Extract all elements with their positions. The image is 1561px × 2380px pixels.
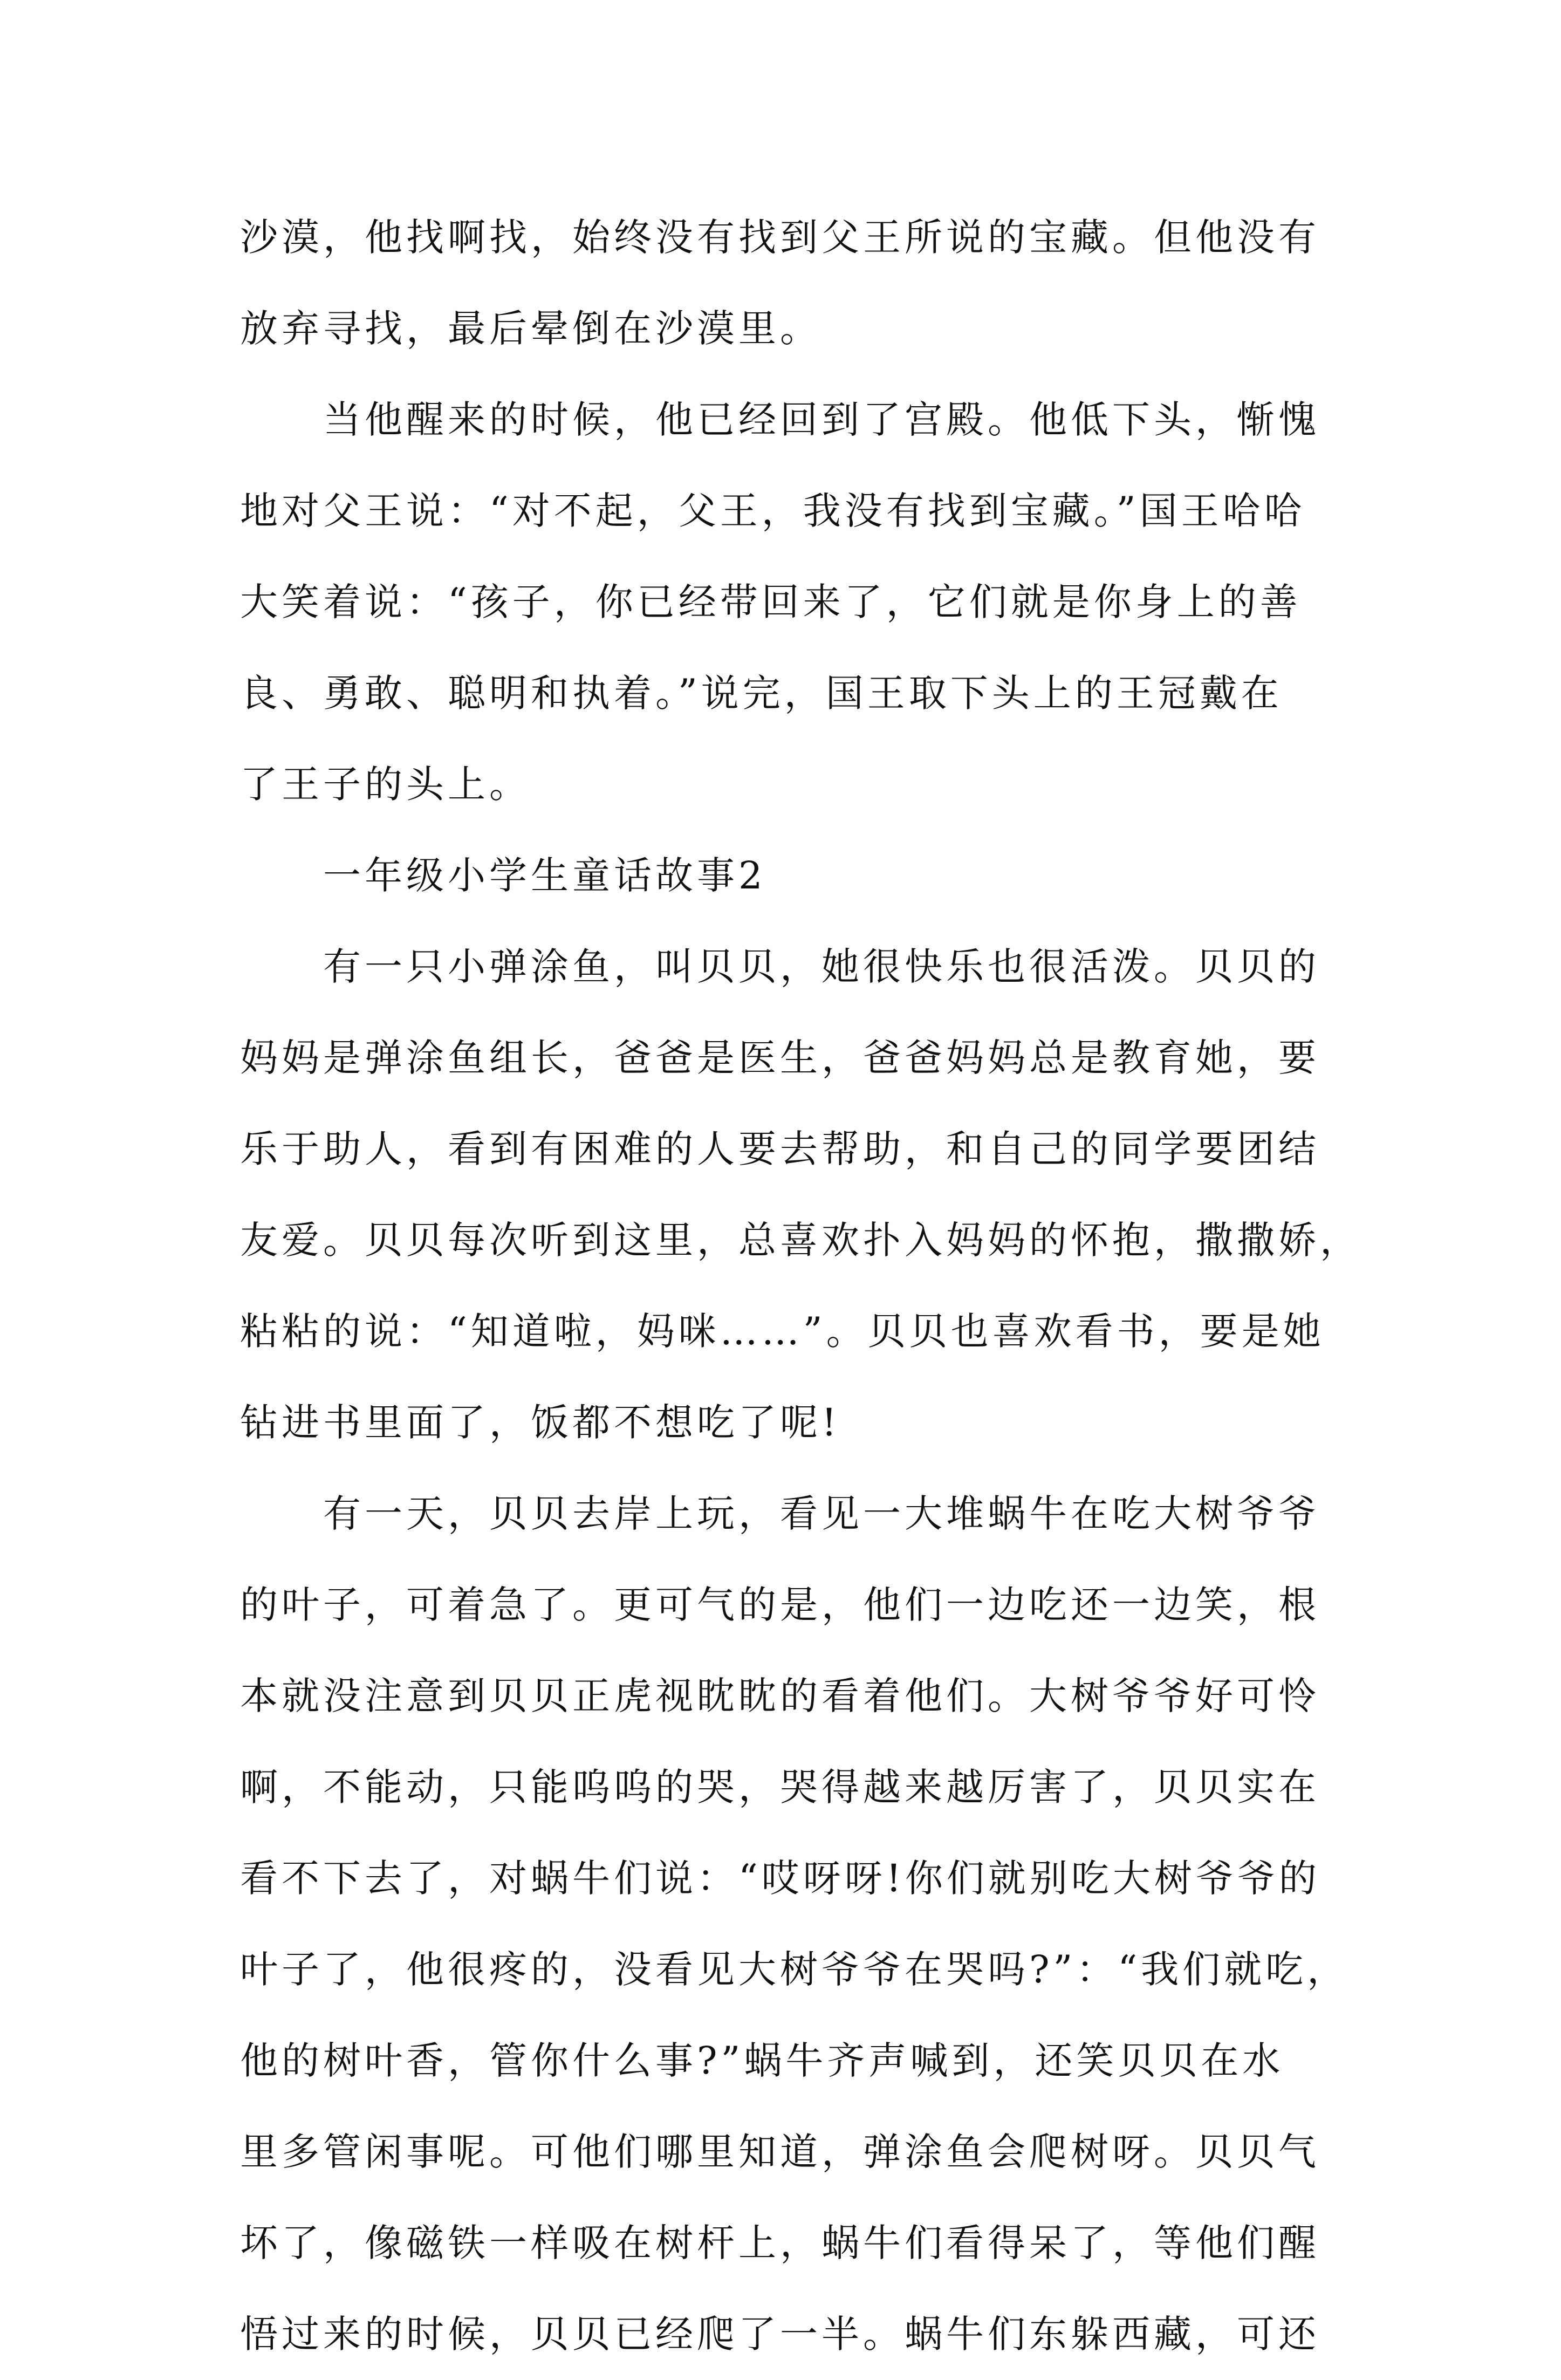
text-line: 坏了，像磁铁一样吸在树杆上，蜗牛们看得呆了，等他们醒 [240, 2221, 1320, 2265]
text-line: 妈妈是弹涂鱼组长，爸爸是医生，爸爸妈妈总是教育她，要 [240, 1036, 1320, 1080]
text-line: 钻进书里面了，饭都不想吃了呢! [240, 1400, 841, 1445]
text-line: 粘粘的说：“知道啦，妈咪……”。贝贝也喜欢看书，要是她 [240, 1309, 1325, 1353]
text-line: 里多管闲事呢。可他们哪里知道，弹涂鱼会爬树呀。贝贝气 [240, 2130, 1320, 2174]
story-heading: 一年级小学生童话故事2 [323, 853, 766, 898]
story-text [240, 192, 1361, 2380]
paragraph-start-line: 当他醒来的时候，他已经回到了宫殿。他低下头，惭愧 [323, 398, 1320, 442]
text-line: 看不下去了，对蜗牛们说：“哎呀呀!你们就别吃大树爷爷的 [240, 1856, 1320, 1900]
text-line: 乐于助人，看到有困难的人要去帮助，和自己的同学要团结 [240, 1127, 1320, 1171]
paragraph-start-line: 有一只小弹涂鱼，叫贝贝，她很快乐也很活泼。贝贝的 [323, 945, 1320, 989]
text-line: 的叶子，可着急了。更可气的是，他们一边吃还一边笑，根 [240, 1583, 1320, 1627]
text-line: 地对父王说：“对不起，父王，我没有找到宝藏。”国王哈哈 [240, 489, 1306, 533]
text-line: 了王子的头上。 [240, 762, 531, 806]
text-line: 沙漠，他找啊找，始终没有找到父王所说的宝藏。但他没有 [240, 215, 1320, 259]
text-line: 啊，不能动，只能呜呜的哭，哭得越来越厉害了，贝贝实在 [240, 1765, 1320, 1809]
text-line: 叶子了，他很疼的，没看见大树爷爷在哭吗?”：“我们就吃， [240, 1947, 1349, 1992]
text-line: 悟过来的时候，贝贝已经爬了一半。蜗牛们东躲西藏，可还 [240, 2312, 1320, 2356]
text-line: 友爱。贝贝每次听到这里，总喜欢扑入妈妈的怀抱，撒撒娇， [240, 1218, 1361, 1262]
text-line: 他的树叶香，管你什么事?”蜗牛齐声喊到，还笑贝贝在水 [240, 2039, 1284, 2083]
text-line: 放弃寻找，最后晕倒在沙漠里。 [240, 306, 821, 351]
text-line: 良、勇敢、聪明和执着。”说完，国王取下头上的王冠戴在 [240, 671, 1283, 715]
text-line: 本就没注意到贝贝正虎视眈眈的看着他们。大树爷爷好可怜 [240, 1674, 1320, 1718]
text-line: 大笑着说：“孩子，你已经带回来了，它们就是你身上的善 [240, 580, 1302, 624]
paragraph-start-line: 有一天，贝贝去岸上玩，看见一大堆蜗牛在吃大树爷爷 [323, 1492, 1320, 1536]
